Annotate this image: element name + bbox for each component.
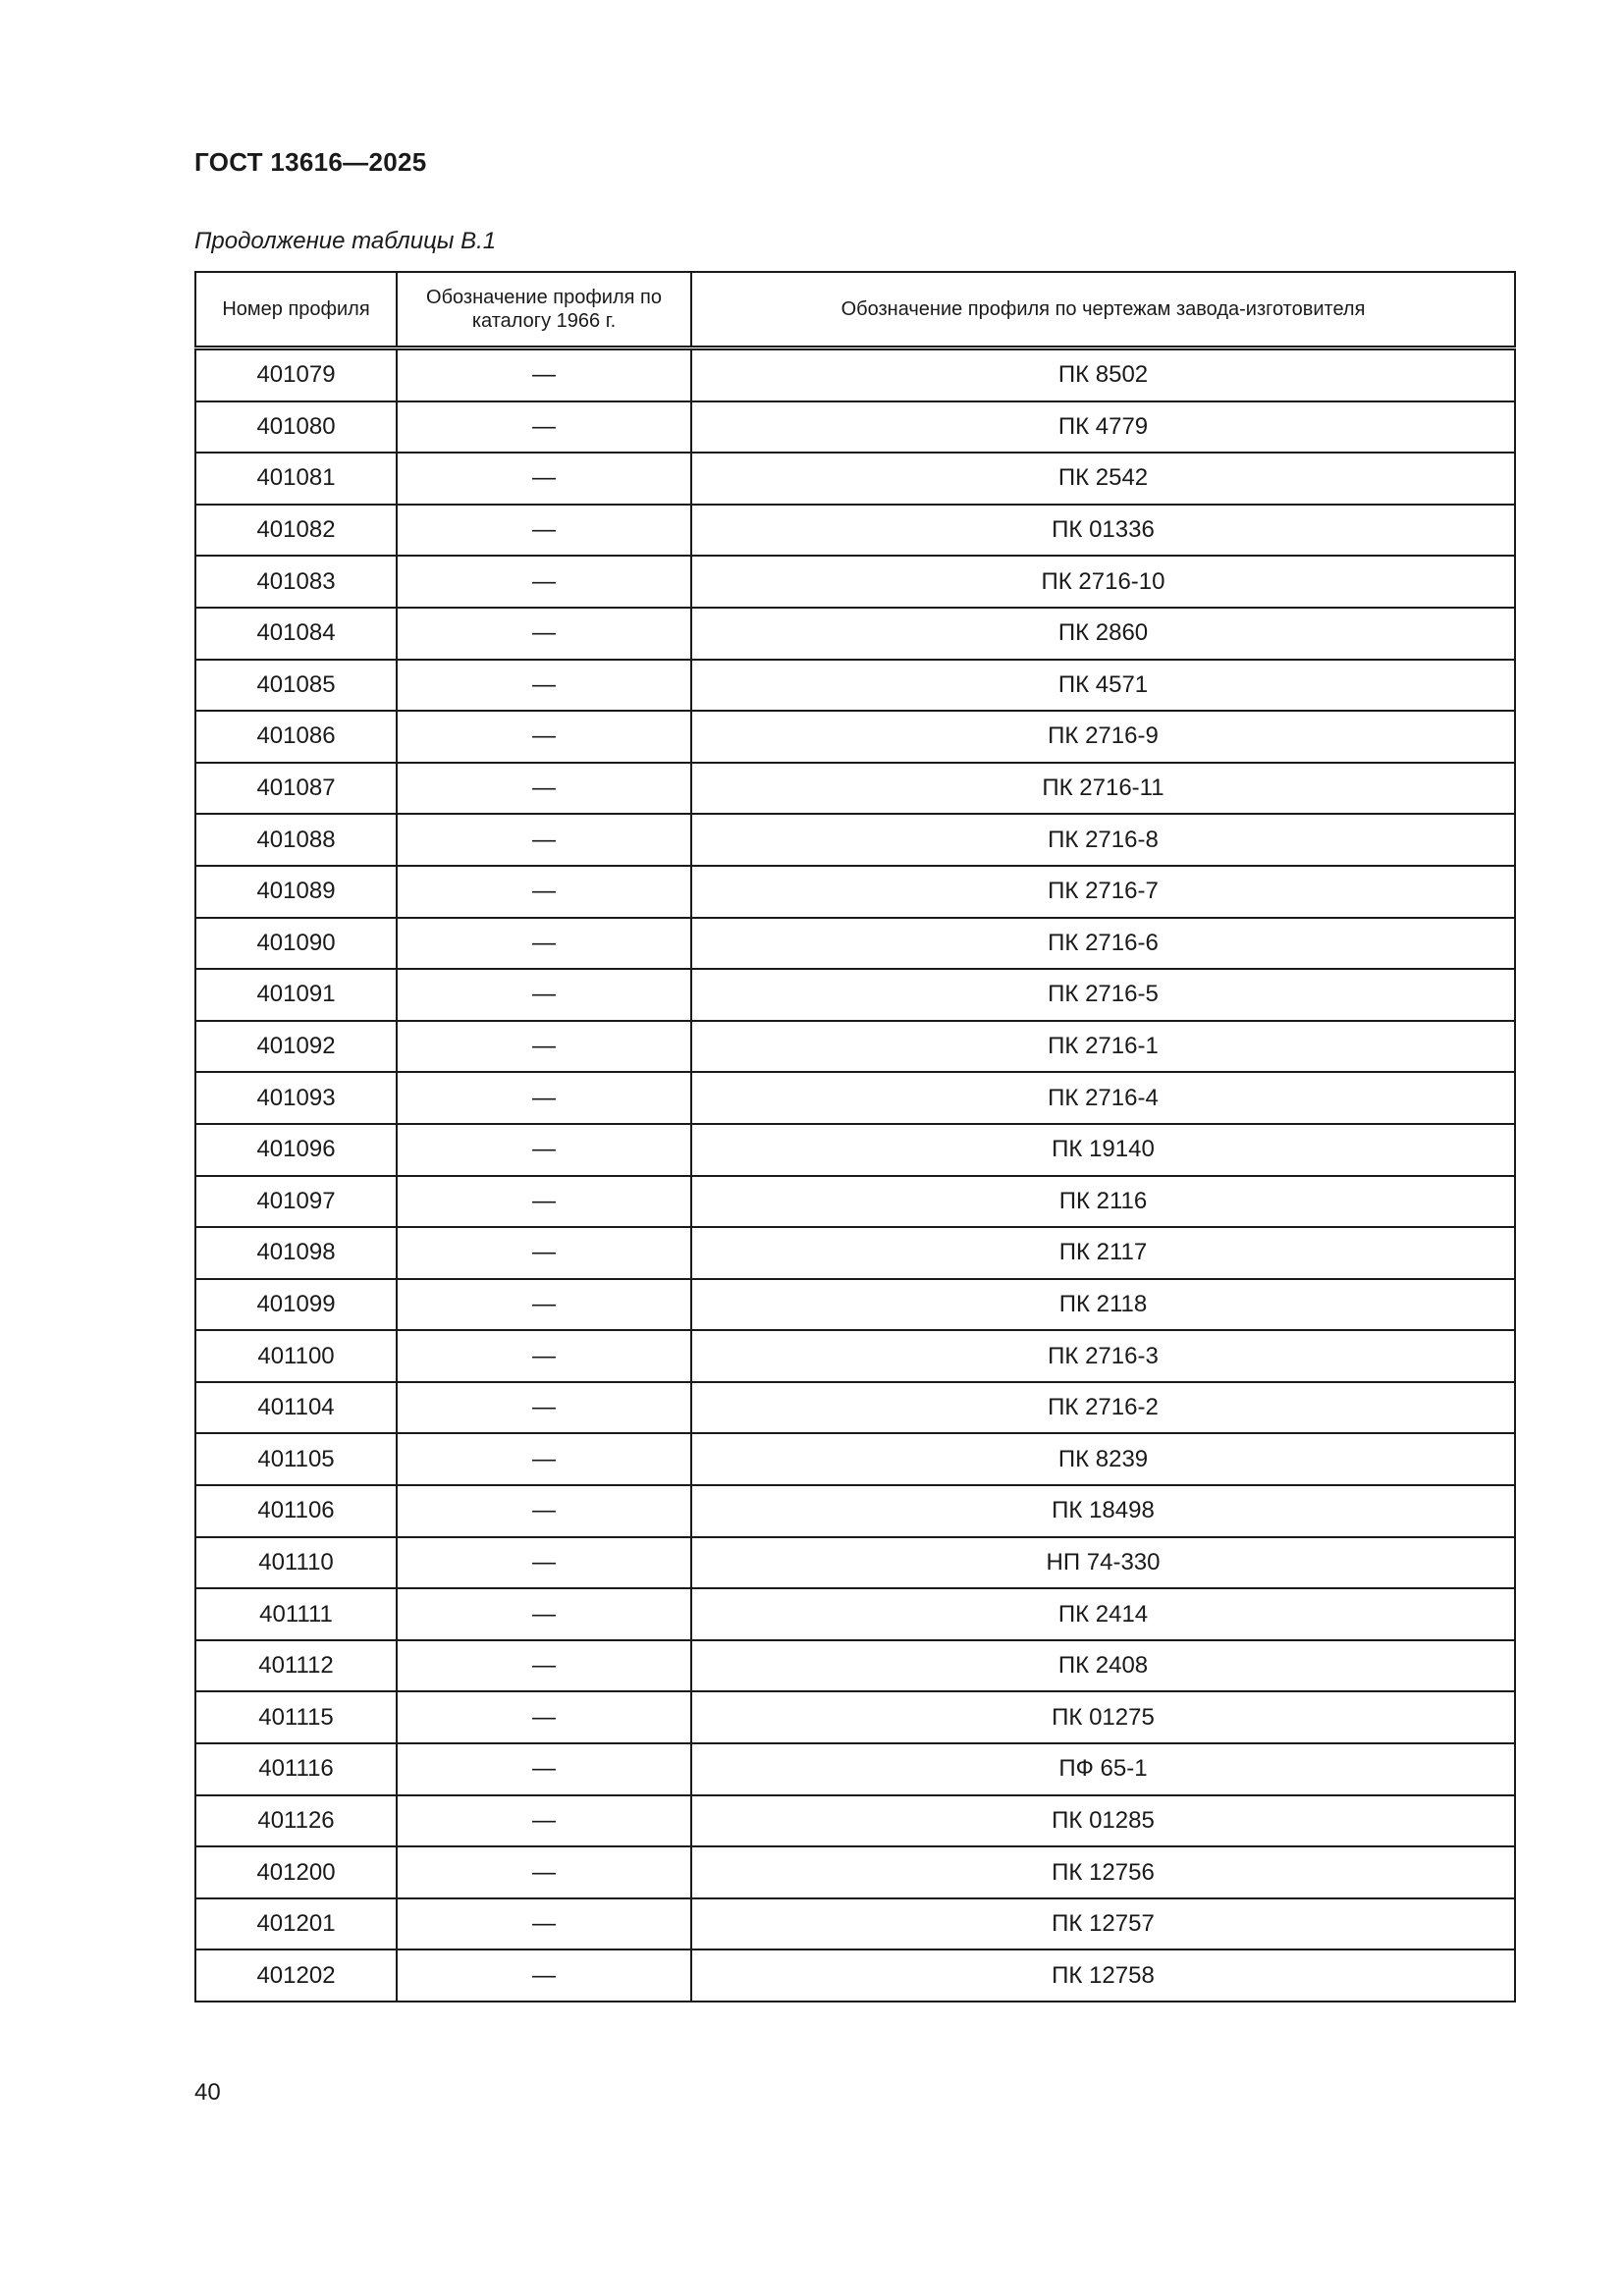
catalog-1966-cell: — <box>397 1279 691 1331</box>
table-row <box>195 814 1515 866</box>
table-row <box>195 556 1515 608</box>
profile-number-cell: 401116 <box>195 1743 397 1795</box>
manufacturer-drawing-cell: ПК 2716-7 <box>691 866 1515 918</box>
profile-number-cell: 401080 <box>195 401 397 454</box>
table-row <box>195 969 1515 1021</box>
manufacturer-drawing-cell: ПК 12756 <box>691 1846 1515 1898</box>
profile-number-cell: 401099 <box>195 1279 397 1331</box>
table-row <box>195 608 1515 660</box>
manufacturer-drawing-cell: ПК 01336 <box>691 505 1515 557</box>
catalog-1966-cell: — <box>397 401 691 454</box>
table-row <box>195 1691 1515 1743</box>
catalog-1966-cell: — <box>397 1330 691 1382</box>
profile-number-cell: 401081 <box>195 453 397 505</box>
profile-number-cell: 401202 <box>195 1949 397 2002</box>
manufacturer-drawing-cell: ПК 2408 <box>691 1640 1515 1692</box>
catalog-1966-cell: — <box>397 1846 691 1898</box>
catalog-1966-cell: — <box>397 1227 691 1279</box>
profile-number-cell: 401105 <box>195 1433 397 1485</box>
table-row <box>195 1433 1515 1485</box>
catalog-1966-cell: — <box>397 1433 691 1485</box>
table-row <box>195 1588 1515 1640</box>
catalog-1966-cell: — <box>397 608 691 660</box>
catalog-1966-cell: — <box>397 1691 691 1743</box>
catalog-1966-cell: — <box>397 1485 691 1537</box>
manufacturer-drawing-cell: ПК 2716-10 <box>691 556 1515 608</box>
profile-number-cell: 401096 <box>195 1124 397 1176</box>
manufacturer-drawing-cell: ПК 01285 <box>691 1795 1515 1847</box>
table-row <box>195 1021 1515 1073</box>
document-header: ГОСТ 13616—2025 <box>194 147 427 177</box>
catalog-1966-cell: — <box>397 1949 691 2002</box>
catalog-1966-cell: — <box>397 1743 691 1795</box>
table-row <box>195 505 1515 557</box>
manufacturer-drawing-cell: ПК 4779 <box>691 401 1515 454</box>
table-row <box>195 1898 1515 1950</box>
table-row <box>195 1279 1515 1331</box>
catalog-1966-cell: — <box>397 1795 691 1847</box>
catalog-1966-cell: — <box>397 1537 691 1589</box>
profile-table <box>194 271 1516 2002</box>
profile-number-cell: 401111 <box>195 1588 397 1640</box>
catalog-1966-cell: — <box>397 505 691 557</box>
catalog-1966-cell: — <box>397 1898 691 1950</box>
table-row <box>195 1640 1515 1692</box>
header-profile-number: Номер профиля <box>195 272 397 348</box>
table-row <box>195 763 1515 815</box>
profile-number-cell: 401106 <box>195 1485 397 1537</box>
manufacturer-drawing-cell: ПК 2860 <box>691 608 1515 660</box>
catalog-1966-cell: — <box>397 1176 691 1228</box>
profile-number-cell: 401083 <box>195 556 397 608</box>
table-row <box>195 1846 1515 1898</box>
manufacturer-drawing-cell: ПК 2116 <box>691 1176 1515 1228</box>
table-row <box>195 1176 1515 1228</box>
manufacturer-drawing-cell: ПК 01275 <box>691 1691 1515 1743</box>
manufacturer-drawing-cell: ПК 12757 <box>691 1898 1515 1950</box>
profile-number-cell: 401089 <box>195 866 397 918</box>
table-row <box>195 1795 1515 1847</box>
profile-number-cell: 401085 <box>195 660 397 712</box>
profile-number-cell: 401115 <box>195 1691 397 1743</box>
table-row <box>195 1949 1515 2002</box>
profile-number-cell: 401200 <box>195 1846 397 1898</box>
manufacturer-drawing-cell: ПК 2716-1 <box>691 1021 1515 1073</box>
catalog-1966-cell: — <box>397 1072 691 1124</box>
manufacturer-drawing-cell: ПК 8239 <box>691 1433 1515 1485</box>
table-row <box>195 1537 1515 1589</box>
profile-number-cell: 401098 <box>195 1227 397 1279</box>
profile-number-cell: 401093 <box>195 1072 397 1124</box>
manufacturer-drawing-cell: ПК 4571 <box>691 660 1515 712</box>
profile-number-cell: 401110 <box>195 1537 397 1589</box>
profile-number-cell: 401126 <box>195 1795 397 1847</box>
manufacturer-drawing-cell: ПК 2117 <box>691 1227 1515 1279</box>
manufacturer-drawing-cell: ПК 18498 <box>691 1485 1515 1537</box>
profile-number-cell: 401090 <box>195 918 397 970</box>
profile-number-cell: 401201 <box>195 1898 397 1950</box>
table-row <box>195 1124 1515 1176</box>
manufacturer-drawing-cell: ПК 2716-3 <box>691 1330 1515 1382</box>
catalog-1966-cell: — <box>397 969 691 1021</box>
catalog-1966-cell: — <box>397 1124 691 1176</box>
manufacturer-drawing-cell: ПК 2716-6 <box>691 918 1515 970</box>
manufacturer-drawing-cell: ПК 2716-11 <box>691 763 1515 815</box>
catalog-1966-cell: — <box>397 1588 691 1640</box>
manufacturer-drawing-cell: ПК 2542 <box>691 453 1515 505</box>
catalog-1966-cell: — <box>397 556 691 608</box>
profile-number-cell: 401091 <box>195 969 397 1021</box>
catalog-1966-cell: — <box>397 814 691 866</box>
catalog-1966-cell: — <box>397 711 691 763</box>
profile-number-cell: 401092 <box>195 1021 397 1073</box>
table-row <box>195 1743 1515 1795</box>
table-row <box>195 1485 1515 1537</box>
manufacturer-drawing-cell: ПК 2716-2 <box>691 1382 1515 1434</box>
profile-number-cell: 401084 <box>195 608 397 660</box>
profile-number-cell: 401088 <box>195 814 397 866</box>
table-caption: Продолжение таблицы В.1 <box>194 228 497 254</box>
catalog-1966-cell: — <box>397 1640 691 1692</box>
catalog-1966-cell: — <box>397 348 691 401</box>
manufacturer-drawing-cell: ПК 2716-8 <box>691 814 1515 866</box>
manufacturer-drawing-cell: ПК 2716-4 <box>691 1072 1515 1124</box>
catalog-1966-cell: — <box>397 763 691 815</box>
catalog-1966-cell: — <box>397 453 691 505</box>
profile-number-cell: 401082 <box>195 505 397 557</box>
table-row <box>195 711 1515 763</box>
table-row <box>195 918 1515 970</box>
table-row <box>195 1330 1515 1382</box>
manufacturer-drawing-cell: ПК 19140 <box>691 1124 1515 1176</box>
profile-number-cell: 401104 <box>195 1382 397 1434</box>
table-body <box>195 348 1515 2002</box>
manufacturer-drawing-cell: ПК 2716-5 <box>691 969 1515 1021</box>
profile-number-cell: 401097 <box>195 1176 397 1228</box>
table-row <box>195 453 1515 505</box>
catalog-1966-cell: — <box>397 866 691 918</box>
table-row <box>195 1227 1515 1279</box>
table-row <box>195 1072 1515 1124</box>
table-row <box>195 660 1515 712</box>
catalog-1966-cell: — <box>397 1021 691 1073</box>
manufacturer-drawing-cell: ПК 12758 <box>691 1949 1515 2002</box>
manufacturer-drawing-cell: ПК 2716-9 <box>691 711 1515 763</box>
page-number: 40 <box>194 2079 221 2106</box>
manufacturer-drawing-cell: ПК 8502 <box>691 348 1515 401</box>
manufacturer-drawing-cell: ПК 2118 <box>691 1279 1515 1331</box>
table-row <box>195 866 1515 918</box>
header-catalog-1966: Обозначение профиля по каталогу 1966 г. <box>397 272 691 348</box>
table-row <box>195 401 1515 454</box>
table-row <box>195 348 1515 401</box>
profile-number-cell: 401086 <box>195 711 397 763</box>
profile-number-cell: 401100 <box>195 1330 397 1382</box>
profile-number-cell: 401087 <box>195 763 397 815</box>
manufacturer-drawing-cell: ПФ 65-1 <box>691 1743 1515 1795</box>
catalog-1966-cell: — <box>397 918 691 970</box>
profile-number-cell: 401112 <box>195 1640 397 1692</box>
table-row <box>195 1382 1515 1434</box>
catalog-1966-cell: — <box>397 1382 691 1434</box>
manufacturer-drawing-cell: НП 74-330 <box>691 1537 1515 1589</box>
profile-number-cell: 401079 <box>195 348 397 401</box>
manufacturer-drawing-cell: ПК 2414 <box>691 1588 1515 1640</box>
table-header-row <box>195 272 1515 348</box>
header-manufacturer-drawing: Обозначение профиля по чертежам завода-изготовителя <box>691 272 1515 348</box>
catalog-1966-cell: — <box>397 660 691 712</box>
